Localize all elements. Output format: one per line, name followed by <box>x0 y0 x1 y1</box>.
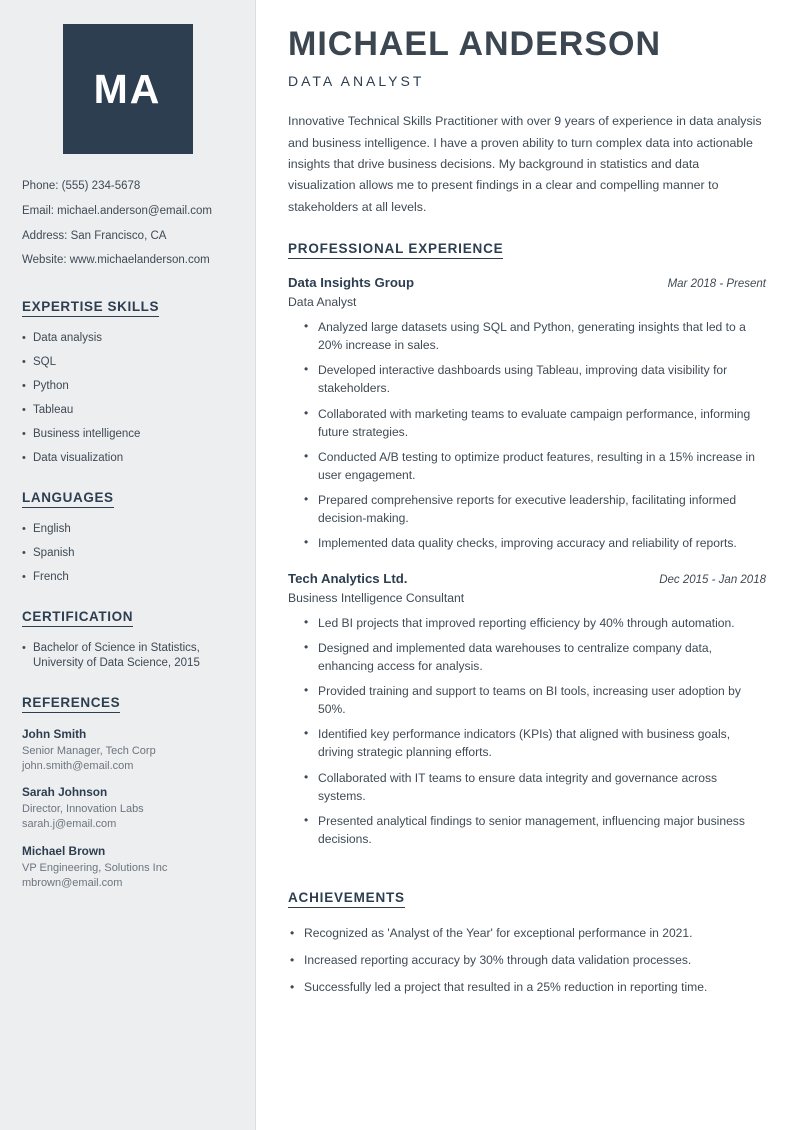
achievement-text: Recognized as 'Analyst of the Year' for exceptional performance in 2021. <box>304 926 693 941</box>
list-item <box>288 725 766 761</box>
languages-heading: LANGUAGES <box>22 490 114 508</box>
list-item <box>288 639 766 675</box>
skill-label: SQL <box>33 356 57 369</box>
bullet-icon: • <box>304 726 309 741</box>
bullet-icon: • <box>22 546 26 559</box>
references-heading: REFERENCES <box>22 695 120 713</box>
bullet-icon: • <box>22 522 26 535</box>
reference-email: sarah.j@email.com <box>22 818 117 831</box>
page-title: MICHAEL ANDERSON <box>288 25 662 63</box>
list-item <box>22 522 233 538</box>
experience-item <box>288 571 766 849</box>
contact-email: Email: michael.anderson@email.com <box>22 204 212 217</box>
contact-website: Website: www.michaelanderson.com <box>22 254 210 267</box>
list-item <box>288 534 766 552</box>
job-title-subheading: DATA ANALYST <box>288 73 425 90</box>
experience-header <box>288 571 766 586</box>
languages-section <box>22 489 233 586</box>
list-item <box>288 682 766 718</box>
list-item <box>288 361 766 397</box>
skill-label: Data analysis <box>33 332 103 345</box>
responsibility-text: Provided training and support to teams on BI tools, increasing user adoption by 50%. <box>318 684 741 717</box>
reference-item <box>22 727 233 774</box>
language-label: English <box>33 522 71 535</box>
bullet-icon: • <box>22 404 26 416</box>
list-item <box>288 769 766 805</box>
experience-header <box>288 275 766 290</box>
reference-item <box>22 785 233 832</box>
responsibility-text: Implemented data quality checks, improving accuracy and reliability of reports. <box>318 536 737 551</box>
achievements-heading: ACHIEVEMENTS <box>288 890 405 908</box>
reference-role: Senior Manager, Tech Corp <box>22 744 156 757</box>
responsibility-text: Developed interactive dashboards using Tableau, improving data visibility for stakeholders. <box>318 363 728 396</box>
list-item <box>288 405 766 441</box>
position-title: Data Analyst <box>288 295 357 310</box>
certification-label: Bachelor of Science in Statistics, University of Data Science, 2015 <box>33 641 200 670</box>
responsibility-text: Identified key performance indicators (KPIs) that aligned with business goals, driving strategic planning efforts. <box>318 727 731 760</box>
bullet-icon: • <box>304 405 309 420</box>
bullet-icon: • <box>22 641 26 654</box>
bullet-icon: • <box>304 492 309 507</box>
expertise-skills-heading: EXPERTISE SKILLS <box>22 299 159 317</box>
reference-name: John Smith <box>22 726 87 741</box>
bullet-icon: • <box>22 380 26 393</box>
bullet-icon: • <box>304 812 309 827</box>
bullet-icon: • <box>304 683 309 697</box>
skill-label: Tableau <box>33 404 74 416</box>
references-section <box>22 694 233 891</box>
bullet-icon: • <box>22 332 26 345</box>
contact-address: Address: San Francisco, CA <box>22 229 167 242</box>
achievement-text: Successfully led a project that resulted in a 25% reduction in reporting time. <box>304 980 708 995</box>
bullet-icon: • <box>22 427 26 440</box>
bullet-icon: • <box>304 535 309 550</box>
reference-role: Director, Innovation Labs <box>22 803 144 816</box>
bullet-icon: • <box>22 570 26 583</box>
bullet-icon: • <box>304 639 309 654</box>
list-item <box>22 427 233 443</box>
list-item <box>288 614 766 632</box>
list-item <box>22 451 233 467</box>
main-content <box>256 0 800 1130</box>
list-item <box>22 355 233 371</box>
sidebar <box>0 0 256 1130</box>
certification-heading: CERTIFICATION <box>22 609 133 627</box>
achievement-text: Increased reporting accuracy by 30% through data validation processes. <box>304 953 692 968</box>
list-item <box>22 570 233 586</box>
contact-phone: Phone: (555) 234-5678 <box>22 180 141 192</box>
responsibility-list <box>288 318 766 553</box>
contact-info-list <box>22 180 233 268</box>
bullet-icon: • <box>304 319 309 334</box>
bullet-icon: • <box>290 980 295 995</box>
list-item <box>22 379 233 395</box>
reference-name: Sarah Johnson <box>22 785 108 800</box>
reference-item <box>22 844 233 891</box>
list-item <box>288 448 766 484</box>
list-item <box>288 978 766 996</box>
responsibility-list <box>288 614 766 849</box>
bullet-icon: • <box>22 451 26 464</box>
bullet-icon: • <box>290 926 295 941</box>
skill-label: Data visualization <box>33 451 124 464</box>
responsibility-text: Prepared comprehensive reports for executive leadership, facilitating informed decision-making. <box>318 493 737 526</box>
list-item <box>22 403 233 419</box>
experience-item <box>288 275 766 553</box>
language-label: French <box>33 570 69 583</box>
responsibility-text: Collaborated with IT teams to ensure data integrity and governance across systems. <box>318 770 718 803</box>
responsibility-text: Analyzed large datasets using SQL and Python, generating insights that led to a 20% increase in sales. <box>318 320 746 353</box>
employment-dates: Mar 2018 - Present <box>667 278 766 291</box>
responsibility-text: Designed and implemented data warehouses to centralize company data, enhancing access for analysis. <box>318 640 712 673</box>
responsibility-text: Led BI projects that improved reporting efficiency by 40% through automation. <box>318 615 735 630</box>
skill-label: Python <box>33 380 69 393</box>
responsibility-text: Collaborated with marketing teams to evaluate campaign performance, informing future strategies. <box>318 406 751 439</box>
reference-role: VP Engineering, Solutions Inc <box>22 862 168 875</box>
list-item <box>288 924 766 942</box>
list-item <box>288 491 766 527</box>
reference-email: mbrown@email.com <box>22 876 123 889</box>
employment-dates: Dec 2015 - Jan 2018 <box>659 573 766 586</box>
responsibility-text: Presented analytical findings to senior management, influencing major business decisions. <box>318 813 745 846</box>
bullet-icon: • <box>304 614 309 629</box>
avatar-wrapper <box>22 24 233 154</box>
certification-section <box>22 608 233 672</box>
bullet-icon: • <box>304 769 309 784</box>
professional-experience-heading: PROFESSIONAL EXPERIENCE <box>288 241 503 259</box>
bullet-icon: • <box>304 362 309 377</box>
bullet-icon: • <box>22 356 26 369</box>
professional-summary: Innovative Technical Skills Practitioner with over 9 years of experience in data analysis and business intelligence. I have a proven ability to turn complex data into actionable insights that drive business decisions. My background in statistics and data visualization allows me to present findings in a clear and compelling manner to stakeholders at all levels. <box>288 114 762 214</box>
language-label: Spanish <box>33 546 75 559</box>
company-name: Tech Analytics Ltd. <box>288 570 408 586</box>
list-item <box>288 812 766 848</box>
reference-email: john.smith@email.com <box>22 759 134 772</box>
company-name: Data Insights Group <box>288 275 415 291</box>
skill-label: Business intelligence <box>33 427 141 440</box>
list-item <box>288 951 766 969</box>
avatar-monogram: MA <box>63 24 193 154</box>
expertise-skills-section <box>22 298 233 467</box>
responsibility-text: Conducted A/B testing to optimize product features, resulting in a 15% increase in user engagement. <box>318 449 755 483</box>
reference-name: Michael Brown <box>22 844 106 859</box>
bullet-icon: • <box>290 953 295 968</box>
position-title: Business Intelligence Consultant <box>288 590 465 605</box>
bullet-icon: • <box>304 448 309 463</box>
list-item <box>288 318 766 354</box>
achievements-list <box>288 924 766 996</box>
list-item <box>22 331 233 347</box>
list-item <box>22 546 233 562</box>
list-item <box>22 641 233 672</box>
